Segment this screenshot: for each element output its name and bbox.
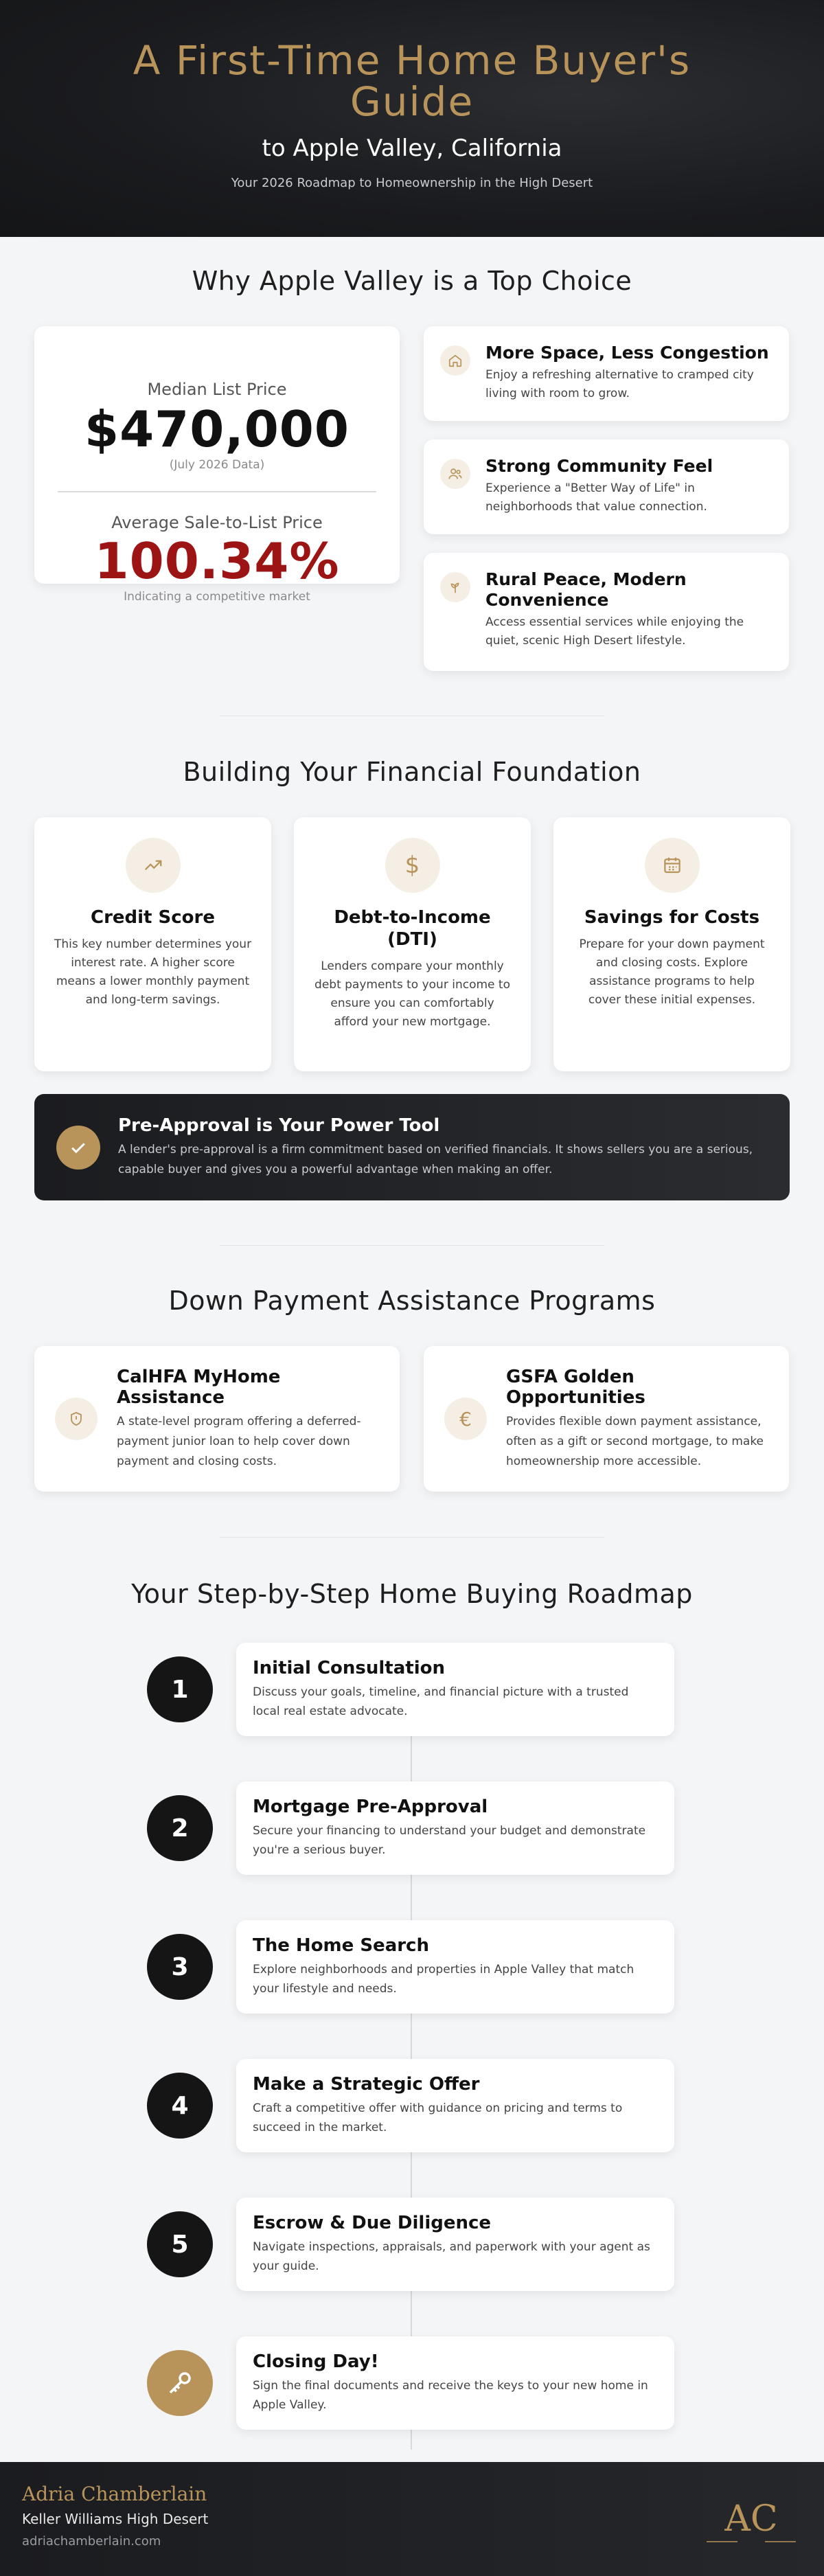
roadmap-section bbox=[0, 1536, 824, 2412]
step-card bbox=[236, 2336, 674, 2430]
roadmap-step bbox=[0, 2198, 824, 2291]
step-text: Secure your financing to understand your budget and demonstrate you're a serious buyer. bbox=[253, 1824, 646, 1857]
hero-title: A First-Time Home Buyer's Guide bbox=[133, 37, 691, 125]
pre-approval-text: A lender's pre-approval is a firm commitment based on verified financials. It shows sellers you are a serious, capable buyer and gives you a powerful advantage when making an offer. bbox=[118, 1142, 753, 1176]
down-payment-title: Down Payment Assistance Programs bbox=[168, 1286, 656, 1316]
step-title: Closing Day! bbox=[253, 2351, 379, 2372]
euro-icon: € bbox=[444, 1398, 487, 1440]
check-icon bbox=[56, 1126, 100, 1170]
median-value: $470,000 bbox=[84, 400, 350, 458]
hero-banner bbox=[0, 0, 824, 237]
key-icon bbox=[147, 2350, 213, 2416]
card-title: Debt-to-Income (DTI) bbox=[334, 907, 491, 950]
step-number: 4 bbox=[147, 2073, 213, 2139]
step-card bbox=[236, 1920, 674, 2014]
program-title: GSFA Golden Opportunities bbox=[506, 1366, 645, 1408]
feature-title: Rural Peace, Modern Convenience bbox=[485, 569, 687, 610]
feature-title: More Space, Less Congestion bbox=[485, 343, 769, 363]
ratio-note: Indicating a competitive market bbox=[124, 590, 310, 604]
calendar-icon bbox=[645, 838, 700, 893]
why-title: Why Apple Valley is a Top Choice bbox=[192, 266, 632, 296]
step-title: The Home Search bbox=[253, 1935, 429, 1956]
step-number: 1 bbox=[147, 1656, 213, 1722]
home-icon bbox=[440, 345, 470, 376]
ratio-value: 100.34% bbox=[94, 532, 340, 590]
median-note: (July 2026 Data) bbox=[169, 458, 265, 472]
logo-monogram: AC bbox=[724, 2498, 778, 2540]
step-card bbox=[236, 1781, 674, 1875]
trending-up-icon bbox=[126, 838, 181, 893]
credit-score-card bbox=[34, 817, 271, 1071]
step-number: 5 bbox=[147, 2211, 213, 2277]
footer bbox=[0, 2462, 824, 2576]
pre-approval-title: Pre-Approval is Your Power Tool bbox=[118, 1115, 440, 1136]
card-title: Savings for Costs bbox=[584, 907, 760, 928]
hero-subtitle: to Apple Valley, California bbox=[262, 135, 562, 162]
program-card-gsfa bbox=[424, 1346, 789, 1492]
roadmap-step bbox=[0, 1643, 824, 1736]
agent-name: Adria Chamberlain bbox=[22, 2483, 207, 2505]
foundation-section bbox=[0, 714, 824, 1176]
pre-approval-banner bbox=[34, 1094, 790, 1200]
step-title: Mortgage Pre-Approval bbox=[253, 1797, 488, 1817]
feature-title: Strong Community Feel bbox=[485, 456, 713, 476]
card-text: Lenders compare your monthly debt payments to your income to ensure you can comfortably afford your new mortgage. bbox=[314, 959, 510, 1029]
why-section bbox=[0, 237, 824, 648]
feature-card-rural bbox=[424, 553, 789, 671]
step-card bbox=[236, 2198, 674, 2291]
step-text: Discuss your goals, timeline, and financial picture with a trusted local real estate advocate. bbox=[253, 1685, 629, 1718]
foundation-title: Building Your Financial Foundation bbox=[183, 757, 641, 787]
card-text: This key number determines your interest rate. A higher score means a lower monthly payment and long-term savings. bbox=[54, 937, 252, 1007]
brand-logo bbox=[703, 2488, 799, 2557]
dollar-icon: $ bbox=[385, 838, 440, 893]
down-payment-section bbox=[0, 1243, 824, 1468]
step-title: Escrow & Due Diligence bbox=[253, 2213, 492, 2233]
program-card-calhfa bbox=[34, 1346, 400, 1492]
feature-text: Access essential services while enjoying the quiet, scenic High Desert lifestyle. bbox=[485, 615, 744, 648]
roadmap-step bbox=[0, 1920, 824, 2014]
roadmap-step bbox=[0, 2336, 824, 2430]
shield-icon bbox=[55, 1398, 98, 1440]
agent-company: Keller Williams High Desert bbox=[22, 2511, 209, 2527]
median-label: Median List Price bbox=[147, 380, 287, 399]
step-card bbox=[236, 2059, 674, 2152]
dti-card bbox=[294, 817, 531, 1071]
step-text: Sign the final documents and receive the keys to your new home in Apple Valley. bbox=[253, 2379, 648, 2412]
stats-divider bbox=[58, 491, 376, 492]
hero-tagline: Your 2026 Roadmap to Homeownership in the High Desert bbox=[231, 176, 593, 190]
agent-website-link[interactable]: adriachamberlain.com bbox=[22, 2534, 161, 2549]
step-card bbox=[236, 1643, 674, 1736]
roadmap-step bbox=[0, 2059, 824, 2152]
program-title: CalHFA MyHome Assistance bbox=[117, 1366, 281, 1408]
step-title: Initial Consultation bbox=[253, 1658, 445, 1678]
feature-card-community bbox=[424, 440, 789, 534]
step-text: Navigate inspections, appraisals, and paperwork with your agent as your guide. bbox=[253, 2240, 650, 2273]
card-title: Credit Score bbox=[91, 907, 215, 928]
roadmap-step bbox=[0, 1781, 824, 1875]
savings-card bbox=[553, 817, 790, 1071]
feature-text: Enjoy a refreshing alternative to cramped city living with room to grow. bbox=[485, 368, 754, 400]
roadmap-title: Your Step-by-Step Home Buying Roadmap bbox=[131, 1579, 693, 1609]
feature-card-space bbox=[424, 326, 789, 421]
step-number: 2 bbox=[147, 1795, 213, 1861]
program-text: Provides flexible down payment assistance, often as a gift or second mortgage, to make homeownership more accessible. bbox=[506, 1414, 764, 1468]
market-stats-card bbox=[34, 326, 400, 604]
step-text: Explore neighborhoods and properties in Apple Valley that match your lifestyle and needs. bbox=[253, 1963, 634, 1996]
feature-text: Experience a "Better Way of Life" in neighborhoods that value connection. bbox=[485, 481, 707, 514]
step-text: Craft a competitive offer with guidance on pricing and terms to succeed in the market. bbox=[253, 2101, 623, 2134]
users-icon bbox=[440, 459, 470, 489]
ratio-label: Average Sale-to-List Price bbox=[111, 513, 323, 532]
step-number: 3 bbox=[147, 1934, 213, 2000]
program-text: A state-level program offering a deferred-payment junior loan to help cover down payment and closing costs. bbox=[117, 1414, 361, 1468]
card-text: Prepare for your down payment and closing costs. Explore assistance programs to help cover these initial expenses. bbox=[579, 937, 765, 1007]
plant-icon bbox=[440, 572, 470, 602]
step-title: Make a Strategic Offer bbox=[253, 2074, 480, 2095]
